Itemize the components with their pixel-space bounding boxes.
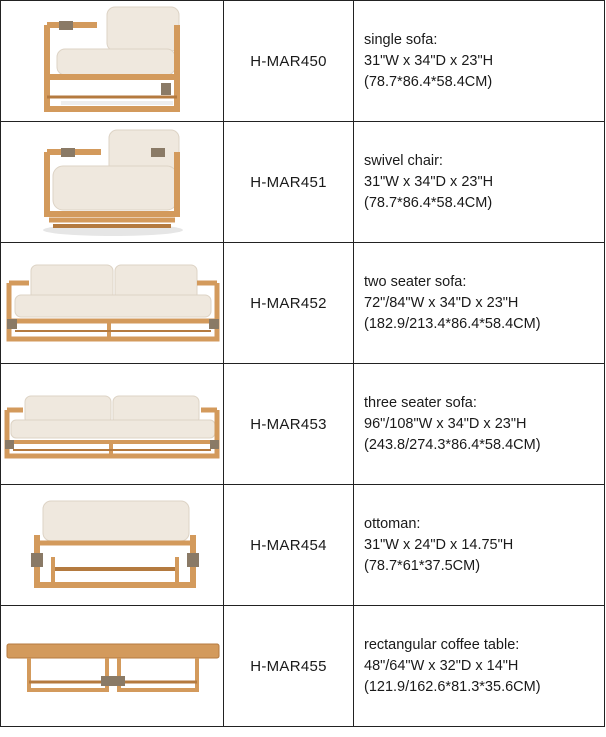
swivel-chair-image — [1, 122, 223, 242]
dimensions-cm: (78.7*86.4*58.4CM) — [364, 194, 493, 211]
ottoman-image — [1, 485, 223, 605]
table-row — [1, 1, 605, 122]
product-code: H-MAR452 — [224, 243, 354, 364]
dimensions-inches: 31"W x 24"D x 14.75"H — [364, 536, 514, 553]
three-seater-sofa-image — [1, 364, 223, 484]
dimensions-inches: 31"W x 34"D x 23"H — [364, 173, 494, 190]
single-sofa-image — [1, 1, 223, 121]
product-description — [354, 485, 605, 606]
product-description — [354, 606, 605, 727]
dimensions-cm: (243.8/274.3*86.4*58.4CM) — [364, 436, 541, 453]
table-row — [1, 364, 605, 485]
table-row — [1, 243, 605, 364]
dimensions-inches: 72"/84"W x 34"D x 23"H — [364, 294, 519, 311]
product-name: single sofa: — [364, 31, 438, 48]
table-row — [1, 485, 605, 606]
dimensions-inches: 31"W x 34"D x 23"H — [364, 52, 494, 69]
product-code: H-MAR450 — [224, 1, 354, 122]
table-row — [1, 606, 605, 727]
coffee-table-image — [1, 606, 223, 726]
product-description — [354, 364, 605, 485]
product-name: three seater sofa: — [364, 394, 477, 411]
product-code: H-MAR455 — [224, 606, 354, 727]
dimensions-cm: (78.7*86.4*58.4CM) — [364, 73, 493, 90]
product-description — [354, 243, 605, 364]
dimensions-cm: (121.9/162.6*81.3*35.6CM) — [364, 678, 541, 695]
product-name: two seater sofa: — [364, 273, 467, 290]
product-name: swivel chair: — [364, 152, 443, 169]
image-cell — [1, 364, 224, 485]
product-code: H-MAR451 — [224, 122, 354, 243]
dimensions-cm: (182.9/213.4*86.4*58.4CM) — [364, 315, 541, 332]
dimensions-inches: 96"/108"W x 34"D x 23"H — [364, 415, 527, 432]
product-description — [354, 1, 605, 122]
product-name: ottoman: — [364, 515, 421, 532]
image-cell — [1, 1, 224, 122]
image-cell — [1, 243, 224, 364]
image-cell — [1, 122, 224, 243]
product-name: rectangular coffee table: — [364, 636, 520, 653]
product-description — [354, 122, 605, 243]
product-code: H-MAR453 — [224, 364, 354, 485]
two-seater-sofa-image — [1, 243, 223, 363]
image-cell — [1, 485, 224, 606]
table-row — [1, 122, 605, 243]
product-code: H-MAR454 — [224, 485, 354, 606]
dimensions-cm: (78.7*61*37.5CM) — [364, 557, 481, 574]
dimensions-inches: 48"/64"W x 32"D x 14"H — [364, 657, 519, 674]
image-cell — [1, 606, 224, 727]
